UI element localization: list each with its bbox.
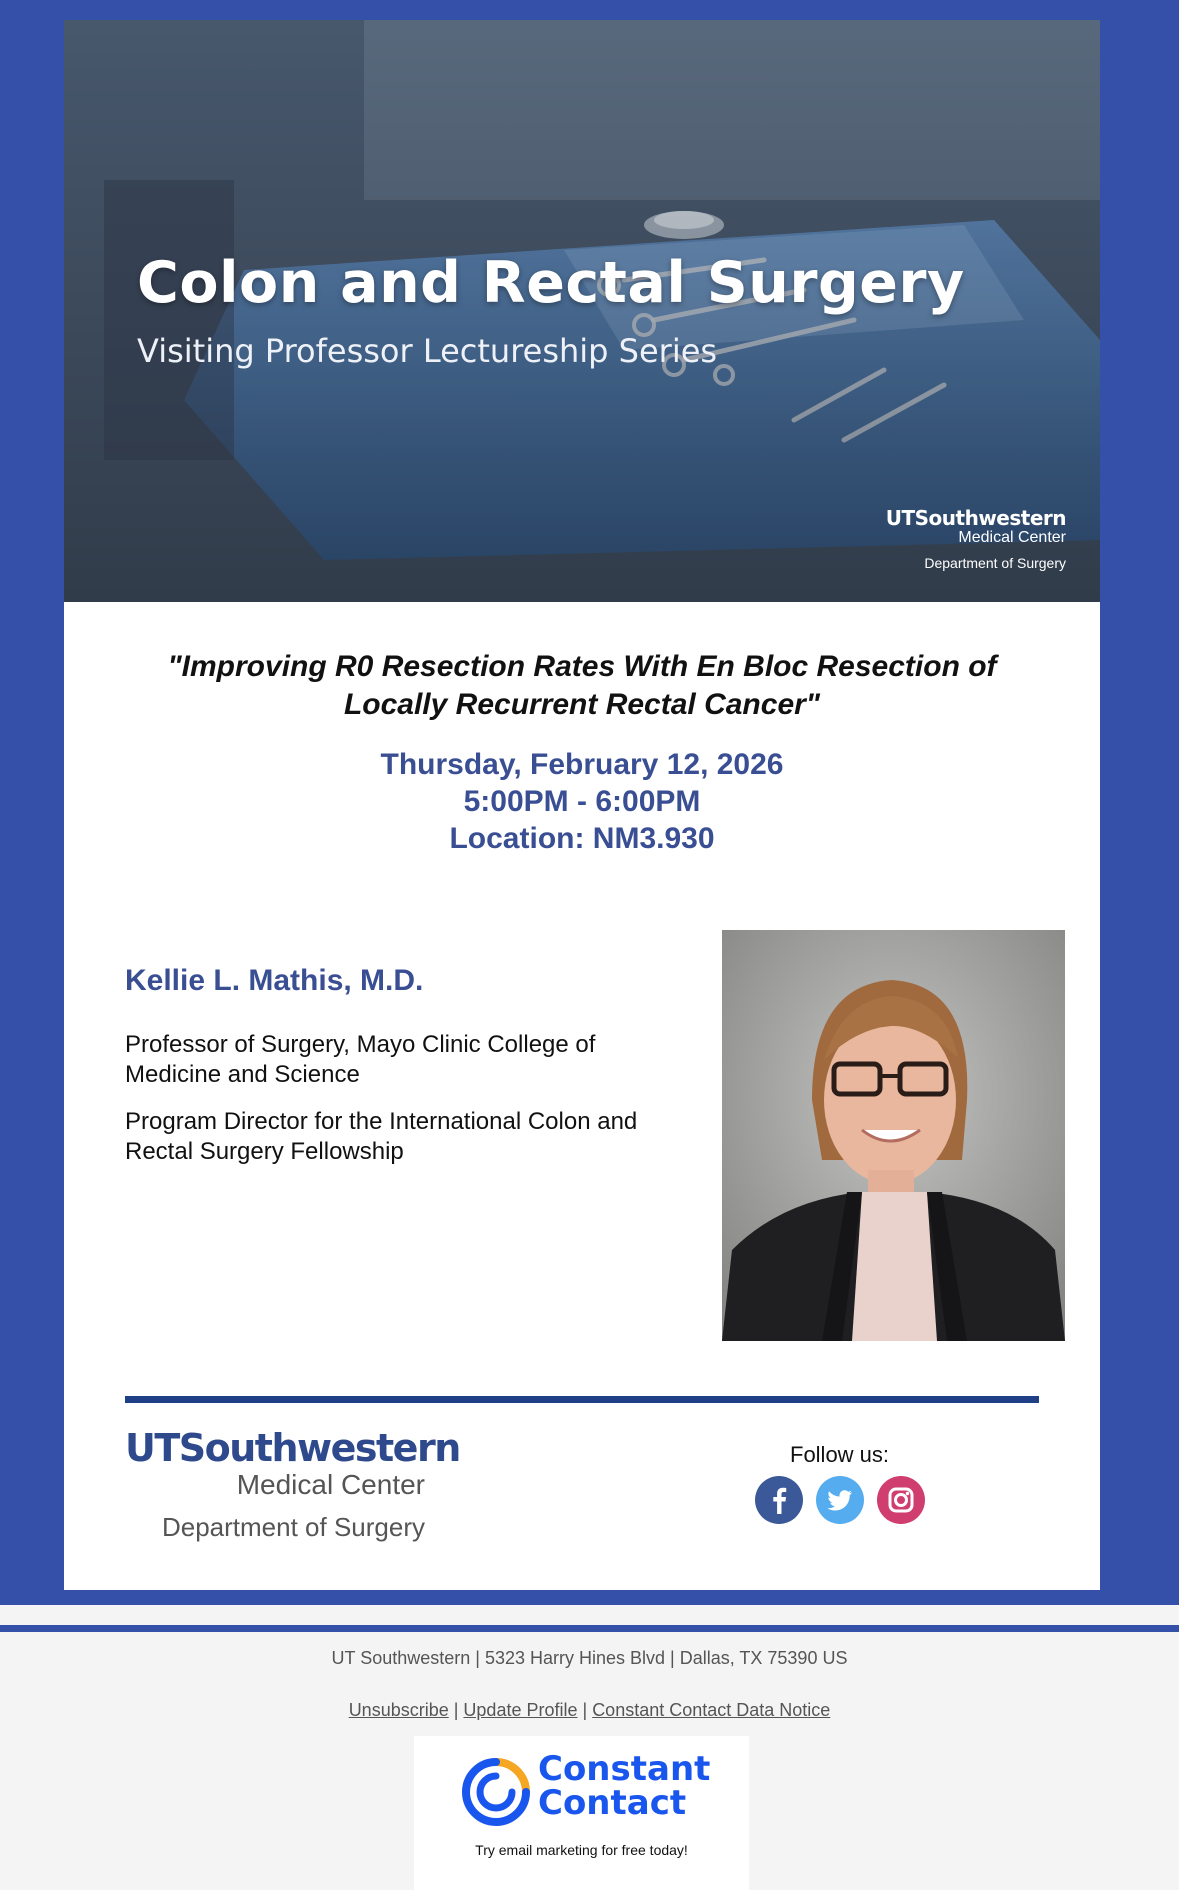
footer-logo-dept: Department of Surgery: [161, 1512, 425, 1542]
cc-line1: Constant: [538, 1749, 711, 1789]
cc-line2: Contact: [538, 1783, 687, 1823]
follow-label: Follow us:: [790, 1442, 890, 1467]
hero-logo-name: UTSouthwestern: [885, 506, 1066, 530]
hero-logo-dept: Department of Surgery: [924, 555, 1066, 571]
event-date: Thursday, February 12, 2026: [380, 748, 784, 781]
hero-logo-sub: Medical Center: [958, 529, 1066, 546]
constant-contact-badge[interactable]: [414, 1736, 749, 1890]
facebook-icon[interactable]: [755, 1476, 803, 1524]
hero-subtitle: Visiting Professor Lectureship Series: [137, 332, 718, 370]
hero-banner: [64, 20, 1100, 602]
footer-address: UT Southwestern | 5323 Harry Hines Blvd | Dallas, TX 75390 US: [331, 1648, 848, 1668]
footer-logo-name: UTSouthwestern: [125, 1426, 460, 1470]
twitter-icon[interactable]: [816, 1476, 864, 1524]
hero-title: Colon and Rectal Surgery: [137, 250, 965, 316]
constant-contact-logo-icon: [460, 1756, 532, 1828]
footer-links: [0, 1700, 1179, 1721]
speaker-name: Kellie L. Mathis, M.D.: [125, 964, 424, 997]
constant-contact-wordmark: [538, 1749, 711, 1823]
update-profile-link[interactable]: Update Profile: [463, 1700, 578, 1720]
speaker-role-professor: Professor of Surgery, Mayo Clinic College of Medicine and Science: [125, 1031, 596, 1088]
data-notice-link[interactable]: Constant Contact Data Notice: [592, 1700, 831, 1720]
talk-title-line1: "Improving R0 Resection Rates With En Bloc Resection of: [167, 650, 997, 683]
footer-logo-sub: Medical Center: [236, 1469, 425, 1500]
talk-title-line2: Locally Recurrent Rectal Cancer": [343, 688, 821, 721]
event-info: [64, 746, 1100, 857]
link-separator: |: [577, 1700, 593, 1720]
unsubscribe-link[interactable]: Unsubscribe: [348, 1700, 449, 1720]
instagram-icon[interactable]: [877, 1476, 925, 1524]
cc-tagline: Try email marketing for free today!: [475, 1842, 688, 1858]
divider-rule: [125, 1396, 1039, 1403]
talk-title: [64, 648, 1100, 724]
footer-logo: [125, 1426, 460, 1543]
footer-bar: [0, 1625, 1179, 1632]
email-card: [64, 20, 1100, 1590]
hero-logo: [886, 506, 1066, 571]
link-separator: |: [448, 1700, 464, 1720]
event-time: 5:00PM - 6:00PM: [463, 785, 701, 818]
speaker-photo: [722, 930, 1065, 1341]
speaker-role-director: Program Director for the International Colon and Rectal Surgery Fellowship: [125, 1108, 638, 1165]
event-location: Location: NM3.930: [449, 822, 715, 855]
